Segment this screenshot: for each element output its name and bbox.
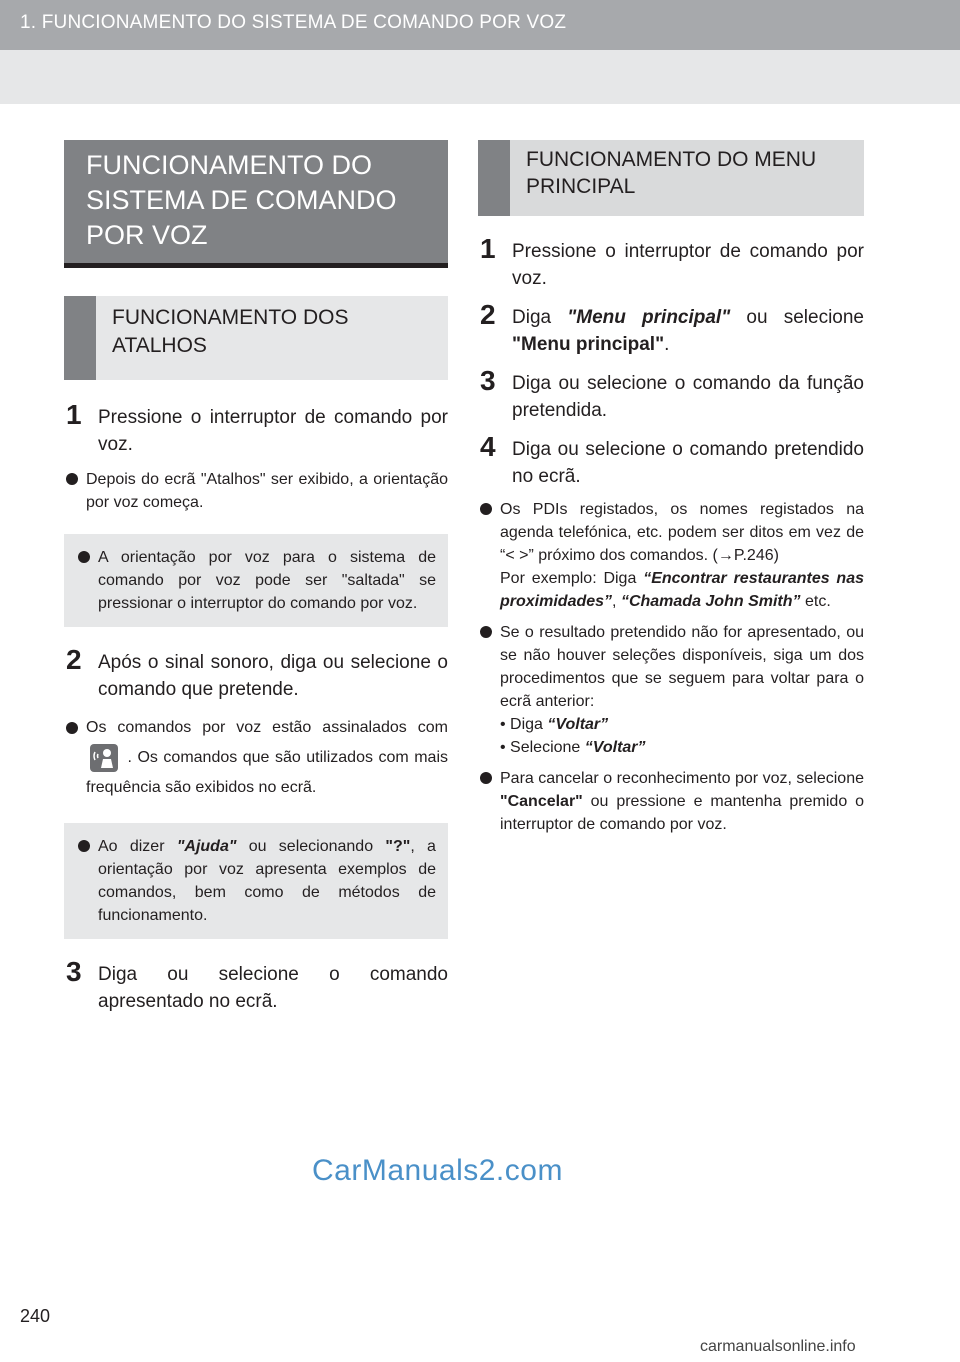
step-text: Pressione o interruptor de comando por voz. [512,241,864,289]
step-number: 1 [66,399,82,430]
bullet-item [64,468,448,514]
watermark-footer: carmanualsonline.info [700,1338,856,1355]
header-sub-band [0,50,960,104]
note-text: A orientação por voz para o sistema de comando por voz pode ser "saltada" se pressionar o interruptor do comando por voz. [98,549,436,612]
bullet-dot-icon [78,551,90,563]
bullet-item [478,767,864,836]
step-text: ou selecione [746,307,864,328]
subsection-title-box [64,296,448,380]
section-title: FUNCIONAMENTO DO SISTEMA DE COMANDO POR VOZ [86,150,397,250]
step-3 [64,956,448,1015]
bullet-item [64,713,448,803]
step-1 [478,233,864,292]
bullet-emph: “Voltar” [547,716,609,733]
subsection-title: FUNCIONAMENTO DOS ATALHOS [112,306,349,357]
step-number: 2 [480,299,496,330]
step-2 [64,644,448,703]
page-number: 240 [20,1306,51,1326]
step-number: 3 [480,365,496,396]
bullet-dot-icon [66,473,78,485]
note-emph: "Ajuda" [176,838,237,855]
header-band [0,0,960,50]
section-bar [478,140,510,216]
section-title: FUNCIONAMENTO DO MENU PRINCIPAL [526,148,817,198]
bullet-text: , [612,593,617,610]
section-title-box [64,140,448,268]
step-4 [478,431,864,490]
bullet-text: Os comandos por voz estão assinalados com [86,719,448,736]
note-item [76,546,436,615]
note-emph: "?" [385,838,411,855]
subsection-bar [64,296,96,380]
note-box [64,534,448,627]
note-box [64,823,448,939]
step-text: Diga [512,307,552,328]
step-number: 3 [66,956,82,987]
step-number: 4 [480,431,496,462]
bullet-text-cont: . Os comandos que são utilizados com mais frequência são exibidos no ecrã. [86,749,448,796]
bullet-text: Se o resultado pretendido não for apresentado, ou se não houver seleções disponíveis, siga um dos procedimentos que se seguem para voltar para o ecrã anterior: [500,624,864,710]
step-3 [478,365,864,424]
bullet-text: Os PDIs registados, os nomes registados na agenda telefónica, etc. podem ser ditos em vez de “< >” próximo dos comandos. (→P.246) [500,501,864,564]
bullet-dot-icon [480,503,492,515]
chapter-title: 1. FUNCIONAMENTO DO SISTEMA DE COMANDO POR VOZ [20,12,567,33]
step-text: . [664,334,670,355]
bullet-item [478,498,864,613]
step-text: Diga ou selecione o comando apresentado no ecrã. [98,964,448,1012]
bullet-dot-icon [66,722,78,734]
bullet-emph: “Encontrar restaurantes nas proximidades” [500,570,865,610]
bullet-text: Por exemplo: Diga [500,570,637,587]
step-text: Diga ou selecione o comando da função pretendida. [512,373,864,421]
right-column [478,140,864,836]
bullet-item [478,621,864,759]
note-text: ou selecionando [248,838,374,855]
note-item [76,835,436,927]
bullet-text: • Diga [500,716,543,733]
bullet-text: Para cancelar o reconhecimento por voz, selecione [500,770,864,787]
bullet-text: • Selecione [500,739,581,756]
left-column [64,140,448,1015]
bullet-emph: “Chamada John Smith” [620,593,801,610]
bullet-text: ou pressione e mantenha premido o interruptor de comando por voz. [500,793,864,833]
step-text: Após o sinal sonoro, diga ou selecione o comando que pretende. [98,652,448,700]
step-text: Diga ou selecione o comando pretendido no ecrã. [512,439,864,487]
note-text: Ao dizer [98,838,165,855]
watermark-logo: CarManuals2.com [312,1154,563,1187]
bullet-text: etc. [804,593,831,610]
bullet-emph: "Cancelar" [500,793,583,810]
section-title-box [478,140,864,216]
step-1 [64,399,448,458]
step-2 [478,299,864,358]
voice-command-icon [90,744,118,772]
step-number: 1 [480,233,496,264]
step-text: Pressione o interruptor de comando por voz. [98,407,448,455]
bullet-dot-icon [78,840,90,852]
bullet-dot-icon [480,772,492,784]
bullet-text: Depois do ecrã "Atalhos" ser exibido, a orientação por voz começa. [86,471,448,511]
bullet-emph: “Voltar” [584,739,646,756]
note-text: , a orientação por voz apresenta exemplos de comandos, bem como de métodos de funcionamento. [98,838,436,924]
step-number: 2 [66,644,82,675]
bullet-dot-icon [480,626,492,638]
step-emph: "Menu principal" [567,307,731,328]
step-emph: "Menu principal" [512,334,665,355]
